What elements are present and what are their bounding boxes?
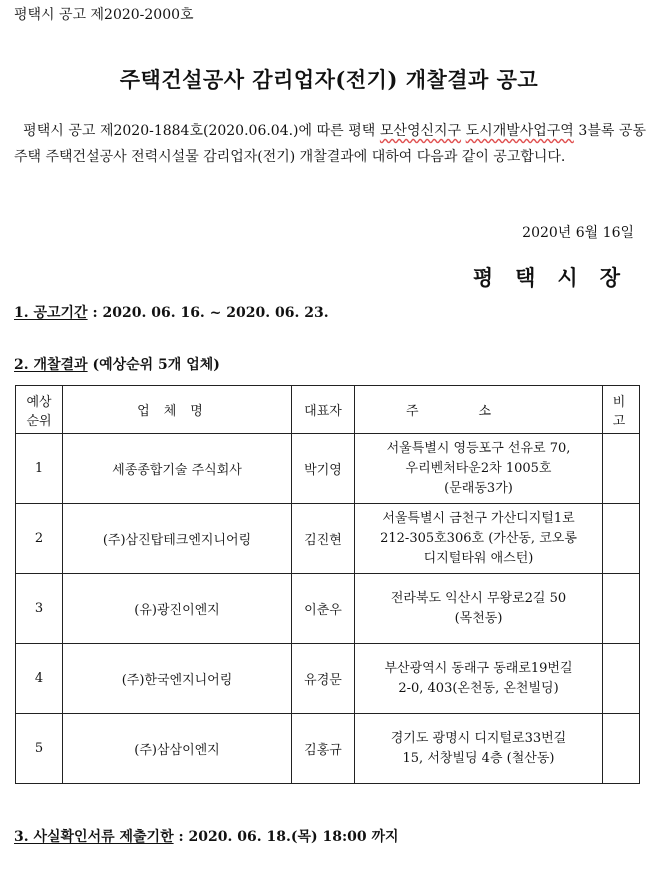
table-row <box>16 574 640 644</box>
cell-representative: 이춘우 <box>292 574 355 644</box>
table-row <box>16 434 640 504</box>
cell-remarks <box>603 434 640 504</box>
cell-representative: 유경문 <box>292 644 355 714</box>
header-rank: 예상 순위 <box>16 386 63 434</box>
cell-representative: 박기영 <box>292 434 355 504</box>
cell-company: 세종종합기술 주식회사 <box>63 434 292 504</box>
cell-company: (유)광진이엔지 <box>63 574 292 644</box>
table-row <box>16 644 640 714</box>
issuer-mayor: 평택시장 <box>472 265 642 290</box>
intro-term-district: 모산영신지구 <box>379 123 462 139</box>
intro-paragraph <box>14 118 646 170</box>
cell-remarks <box>603 574 640 644</box>
section-results <box>14 354 220 374</box>
section-results-label: 2. 개찰결과 <box>14 357 88 373</box>
section-period-value: : 2020. 06. 16. ~ 2020. 06. 23. <box>87 305 329 321</box>
cell-rank: 5 <box>16 714 63 784</box>
cell-address: 전라북도 익산시 무왕로2길 50 (목천동) <box>355 574 603 644</box>
header-company: 업체명 <box>63 386 292 434</box>
notice-date: 2020년 6월 16일 <box>522 225 634 241</box>
table-header-row <box>16 386 640 434</box>
results-table <box>15 385 640 784</box>
cell-rank: 3 <box>16 574 63 644</box>
intro-text-3: 3블록 공동주택 주택건설공사 전력시설물 감리업자(전기) 개찰결과에 대하여 다음과 같이 공고합니다. <box>14 123 647 165</box>
section-period <box>14 302 329 322</box>
cell-remarks <box>603 714 640 784</box>
cell-remarks <box>603 504 640 574</box>
document-title: 주택건설공사 감리업자(전기) 개찰결과 공고 <box>119 67 539 92</box>
table-row <box>16 714 640 784</box>
cell-rank: 1 <box>16 434 63 504</box>
intro-term-zone: 도시개발사업구역 <box>465 123 574 139</box>
section-results-value: (예상순위 5개 업체) <box>87 357 220 373</box>
cell-company: (주)한국엔지니어링 <box>63 644 292 714</box>
header-representative: 대표자 <box>292 386 355 434</box>
cell-rank: 2 <box>16 504 63 574</box>
header-address: 주소 <box>355 386 603 434</box>
section-deadline-label: 3. 사실확인서류 제출기한 <box>14 829 174 845</box>
notice-number: 평택시 공고 제2020-2000호 <box>14 7 194 23</box>
cell-remarks <box>603 644 640 714</box>
cell-company: (주)삼진탑테크엔지니어링 <box>63 504 292 574</box>
table-row <box>16 504 640 574</box>
intro-text-1: 평택시 공고 제2020-1884호(2020.06.04.)에 따른 평택 <box>23 123 380 139</box>
cell-rank: 4 <box>16 644 63 714</box>
cell-representative: 김홍규 <box>292 714 355 784</box>
cell-representative: 김진현 <box>292 504 355 574</box>
section-deadline-value: : 2020. 06. 18.(목) 18:00 까지 <box>173 829 399 845</box>
header-remarks: 비고 <box>603 386 640 434</box>
cell-company: (주)삼삼이엔지 <box>63 714 292 784</box>
cell-address: 경기도 광명시 디지털로33번길 15, 서창빌딩 4층 (철산동) <box>355 714 603 784</box>
cell-address: 부산광역시 동래구 동래로19번길 2-0, 403(온천동, 온천빌딩) <box>355 644 603 714</box>
cell-address: 서울특별시 영등포구 선유로 70, 우리벤처타운2차 1005호 (문래동3가) <box>355 434 603 504</box>
section-deadline <box>14 826 399 846</box>
cell-address: 서울특별시 금천구 가산디지털1로 212-305호306호 (가산동, 코오롱 디지털타워 애스턴) <box>355 504 603 574</box>
section-period-label: 1. 공고기간 <box>14 305 88 321</box>
